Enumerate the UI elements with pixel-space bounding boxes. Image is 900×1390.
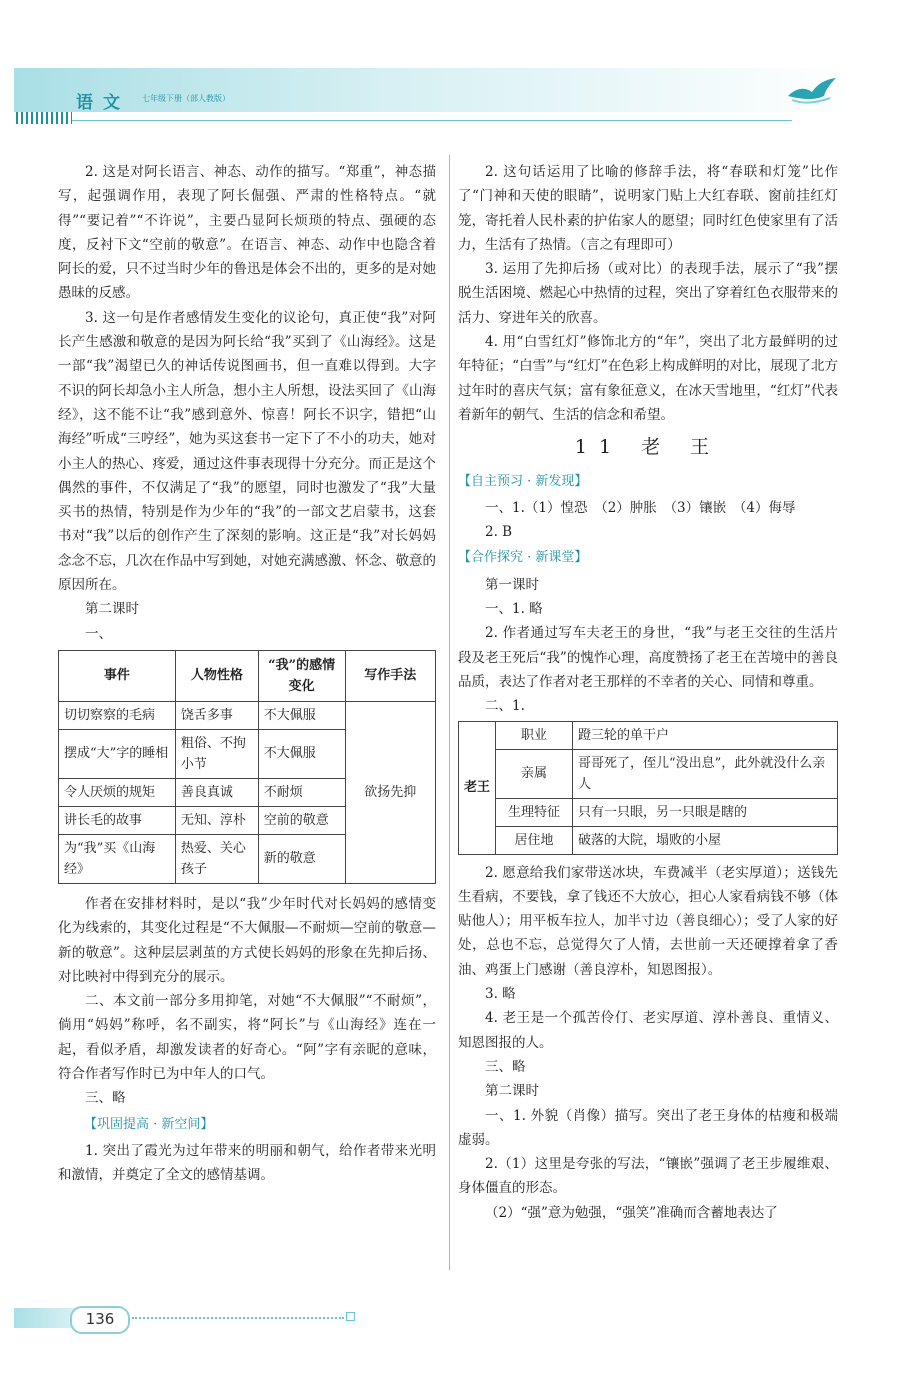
cell-character: 无知、淳朴 — [175, 806, 258, 834]
section-yi: 一、 — [85, 625, 112, 642]
footer-square-icon — [346, 1312, 355, 1321]
second-lesson-label-right: 第二课时 — [485, 1083, 539, 1100]
th-feeling: “我”的感情变化 — [258, 650, 345, 701]
footer-dots — [132, 1317, 344, 1319]
left-para-3: 3. 这一句是作者感情发生变化的议论句，真正使“我”对阿长产生感激和敬意的是因为阿长给“我”买到了《山海经》。这是一部“我”渴望已久的神话传说图画书，但一直难以得到。大字不识的阿长却急小主人所急，想小主人所想，设法买回了《山海经》，这不能不让“我”感到意外、惊喜！阿长不识字，错把“山海经”听成“三哼经”，她为买这套书一定下了不小的功夫，她对小主人的热心、疼爱，通过这件事表现得十分充分。而正是这个偶然的事件，不仅满足了“我”的愿望，同时也激发了“我”大量买书的热情，特别是作为少年的“我”的一部文艺启蒙书，这套书对“我”以后的创作产生了深刻的影响。这正是“我”对长妈妈念念不忘，几次在作品中写到她，对她充满感激、怀念、敬意的原因所在。 — [58, 309, 436, 594]
lesson2-1: 一、1. 外貌（肖像）描写。突出了老王身体的枯瘦和极端虚弱。 — [458, 1107, 838, 1148]
header-subtitle: 七年级下册（部人教版） — [142, 94, 230, 103]
table-a-chang — [58, 650, 436, 884]
lesson1-q3: 3. 略 — [485, 986, 516, 1003]
th-event: 事件 — [59, 650, 176, 701]
cell-feeling: 新的敬意 — [258, 834, 345, 883]
page-number: 136 — [70, 1306, 130, 1334]
cell-value: 破落的大院，塌败的小屋 — [573, 826, 838, 854]
table-row — [459, 798, 838, 826]
tag-preview: 【自主预习 · 新发现】 — [458, 473, 588, 489]
table-lao-wang — [458, 721, 838, 855]
cell-event: 为“我”买《山海经》 — [59, 834, 176, 883]
cell-label: 职业 — [496, 721, 573, 749]
left-section-san: 三、略 — [85, 1090, 126, 1107]
th-character: 人物性格 — [175, 650, 258, 701]
tag-consolidate: 【巩固提高 · 新空间】 — [84, 1116, 214, 1132]
cell-event: 令人厌烦的规矩 — [59, 778, 176, 806]
lesson1-yi: 一、1. 略 — [485, 601, 543, 618]
table-header-row — [59, 650, 436, 701]
header-ticks — [16, 112, 72, 124]
cell-character: 善良真诚 — [175, 778, 258, 806]
cell-character: 粗俗、不拘小节 — [175, 729, 258, 778]
cell-value: 只有一只眼，另一只眼是瞎的 — [573, 798, 838, 826]
th-method: 写作手法 — [345, 650, 436, 701]
tag-explore: 【合作探究 · 新课堂】 — [458, 550, 588, 566]
left-after-table: 作者在安排材料时，是以“我”少年时代对长妈妈的感情变化为线索的，其变化过程是“不大佩服—不耐烦—空前的敬意—新的敬意”。这种层层剥茧的方式使长妈妈的形象在先抑后扬、对比映衬中得到充分的展示。 — [58, 895, 436, 985]
cell-event: 切切察察的毛病 — [59, 701, 176, 729]
cell-feeling: 不大佩服 — [258, 729, 345, 778]
first-lesson-label: 第一课时 — [485, 576, 539, 593]
cell-method: 欲扬先抑 — [345, 701, 436, 883]
lesson1-er-2: 2. 愿意给我们家带送冰块，车费减半（老实厚道）；送钱先生看病，不要钱，拿了钱还不大放心，担心人家看病钱不够（体贴他人）；用平板车拉人，加半寸边（善良细心）；受了人家的好处，总也不忘，总觉得欠了人情，去世前一天还硬撑着拿了香油、鸡蛋上门感谢（善良淳朴，知恩图报）。 — [458, 864, 838, 978]
left-column — [58, 160, 436, 1188]
preview-1: 一、1.（1）惶恐 （2）肿胀 （3）镶嵌 （4）侮辱 — [485, 499, 796, 516]
cell-character: 热爱、关心孩子 — [175, 834, 258, 883]
right-column — [458, 160, 838, 1225]
table-row — [59, 701, 436, 729]
second-lesson-label: 第二课时 — [85, 601, 139, 618]
section-title: 11 老 王 — [574, 436, 722, 459]
header-line — [72, 120, 792, 121]
left-para-2: 2. 这是对阿长语言、神态、动作的描写。“郑重”，神态描写，起强调作用，表现了阿长倔强、严肃的性格特点。“就得”“要记着”“不许说”，主要凸显阿长烦琐的特点、强硬的态度，反衬下文“空前的敬意”。在语言、神态、动作中也隐含着阿长的爱，只不过当时少年的鲁迅是体会不出的，更多的是对她愚昧的反感。 — [58, 164, 436, 302]
header-band — [14, 68, 854, 112]
preview-2: 2. B — [485, 524, 513, 541]
table-row — [459, 826, 838, 854]
cell-value: 哥哥死了，侄儿“没出息”，此外就没什么亲人 — [573, 749, 838, 798]
column-divider — [449, 155, 450, 1270]
bird-icon — [786, 76, 838, 104]
cell-event: 讲长毛的故事 — [59, 806, 176, 834]
lesson1-er: 二、1. — [485, 698, 525, 715]
cell-feeling: 不耐烦 — [258, 778, 345, 806]
cell-feeling: 不大佩服 — [258, 701, 345, 729]
table-row — [459, 721, 838, 749]
lesson2-2: 2.（1）这里是夸张的写法，“镶嵌”强调了老王步履维艰、身体僵直的形态。 — [458, 1156, 838, 1197]
left-q1: 1. 突出了霞光为过年带来的明丽和朝气，给作者带来光明和激情，并奠定了全文的感情基调。 — [58, 1142, 436, 1184]
cell-character: 饶舌多事 — [175, 701, 258, 729]
right-para-4: 4. 用“白雪红灯”修饰北方的“年”，突出了北方最鲜明的过年特征；“白雪”与“红灯”在色彩上构成鲜明的对比，展现了北方过年时的喜庆气氛；富有象征意义，在冰天雪地里，“红灯”代表着新年的朝气、生活的信念和希望。 — [458, 334, 838, 423]
lesson1-q4: 4. 老王是一个孤苦伶仃、老实厚道、淳朴善良、重情义、知恩图报的人。 — [458, 1010, 838, 1051]
header-title: 语文 — [76, 93, 130, 113]
cell-value: 蹬三轮的单干户 — [573, 721, 838, 749]
right-para-2: 2. 这句话运用了比喻的修辞手法，将“春联和灯笼”比作了“门神和天使的眼睛”，说明家门贴上大红春联、窗前挂红灯笼，寄托着人民朴素的护佑家人的愿望；同时红色使家里有了活力，生活有了热情。（言之有理即可） — [458, 164, 838, 253]
cell-event: 摆成“大”字的睡相 — [59, 729, 176, 778]
cell-label: 居住地 — [496, 826, 573, 854]
cell-feeling: 空前的敬意 — [258, 806, 345, 834]
lesson1-san: 三、略 — [485, 1058, 526, 1075]
cell-side: 老王 — [459, 721, 496, 854]
lesson2-3: （2）“强”意为勉强，“强笑”准确而含蓄地表达了 — [485, 1204, 778, 1221]
cell-label: 生理特征 — [496, 798, 573, 826]
cell-label: 亲属 — [496, 749, 573, 798]
right-para-3: 3. 运用了先抑后扬（或对比）的表现手法，展示了“我”摆脱生活困境、燃起心中热情的过程，突出了穿着红色衣服带来的活力、穿进年关的欣喜。 — [458, 261, 838, 326]
lesson1-p2: 2. 作者通过写车夫老王的身世，“我”与老王交往的生活片段及老王死后“我”的愧怍心理，高度赞扬了老王在苦境中的善良品质，表达了作者对老王那样的不幸者的关心、同情和尊重。 — [458, 625, 838, 690]
left-section-er: 二、本文前一部分多用抑笔，对她“不大佩服”“不耐烦”，倘用“妈妈”称呼，名不副实，将“阿长”与《山海经》连在一起，看似矛盾，却激发读者的好奇心。“阿”字有亲昵的意味，符合作者写作时已为中年人的口气。 — [58, 993, 436, 1083]
footer — [14, 1306, 354, 1330]
table-row — [459, 749, 838, 798]
